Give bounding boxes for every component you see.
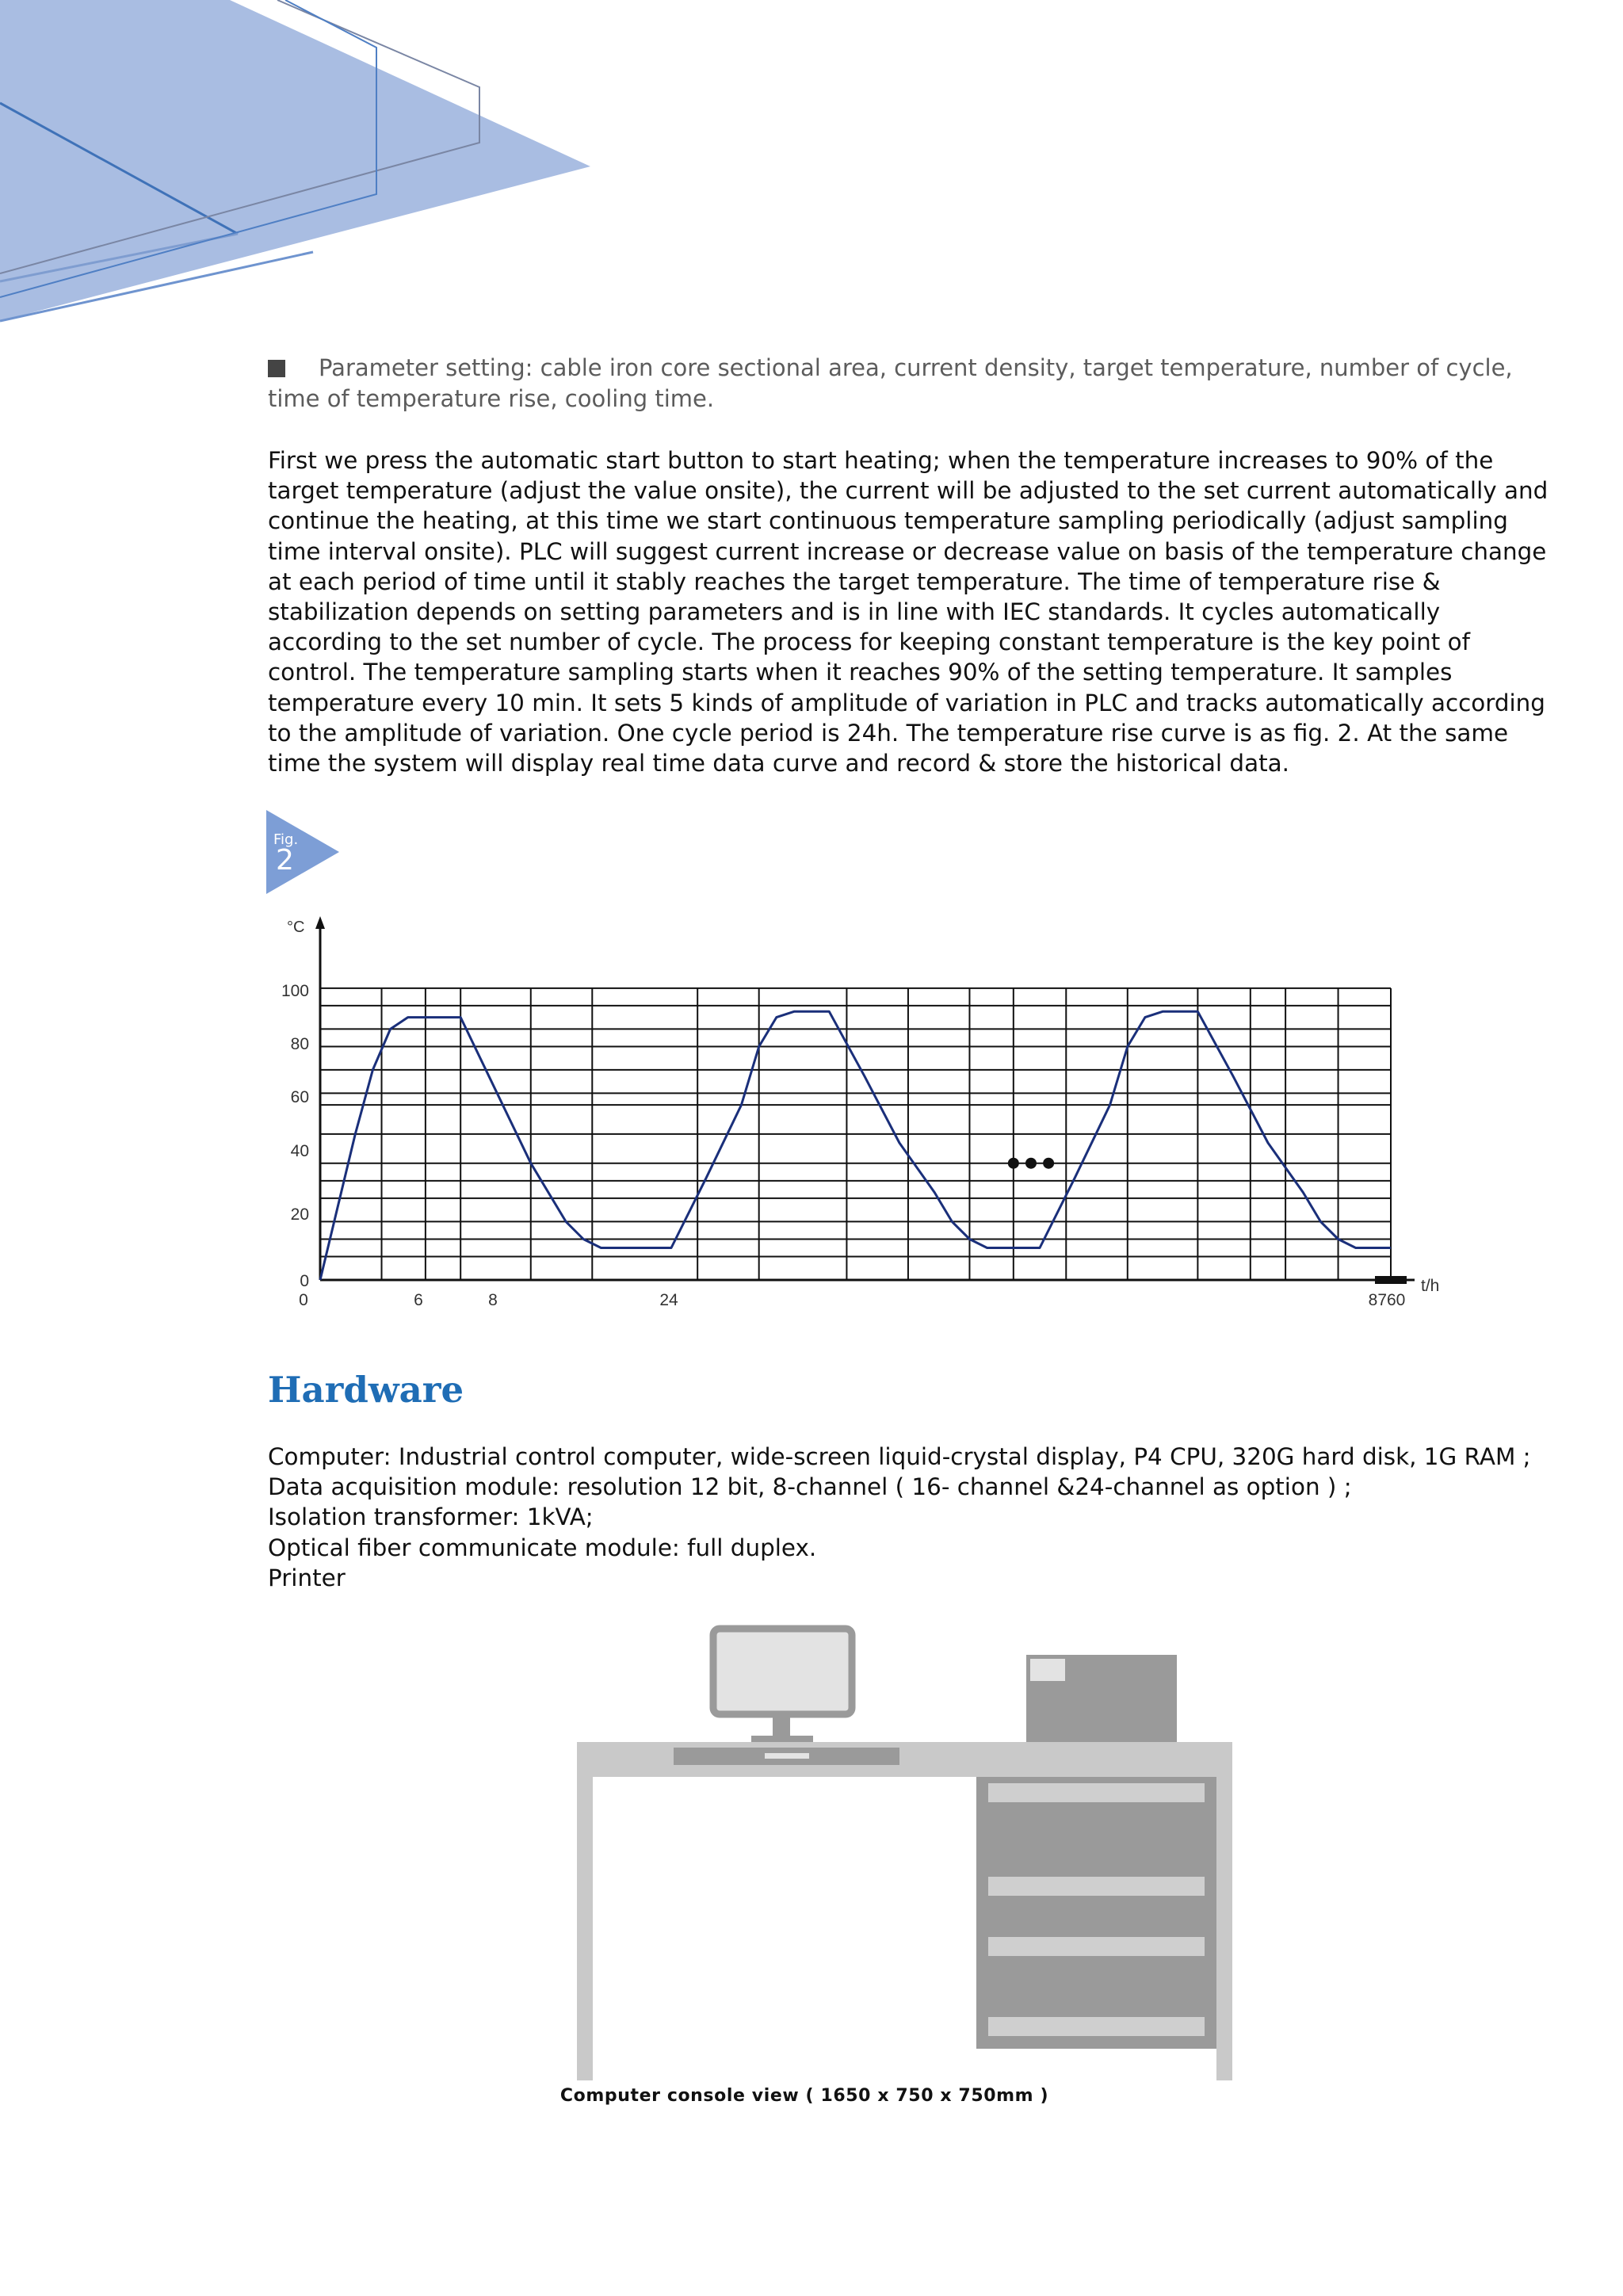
monitor-icon xyxy=(713,1629,852,1714)
parameter-setting-paragraph xyxy=(268,353,1544,415)
fig-number: 2 xyxy=(276,844,294,877)
process-description: First we press the automatic start button to start heating; when the temperature increases to 90% of the target temperature (adjust the value onsite), the current will be adjusted to the set current automatically and continue the heating, at this time we start continuous temperature sampling periodically (adjust sampling time interval onsite). PLC will suggest current increase or decrease value on basis of the temperature change at each period of time until it stably reaches the target temperature. The time of temperature rise & stabilization depends on setting parameters and is in line with IEC standards. It cycles automatically according to the set number of cycle. The process for keeping constant temperature is the key point of control. The temperature sampling starts when it reaches 90% of the setting temperature. It samples temperature every 10 min. It sets 5 kinds of amplitude of variation in PLC and tracks automatically according to the amplitude of variation. One cycle period is 24h. The temperature rise curve is as fig. 2. At the same time the system will display real time data curve and record & store the historical data. xyxy=(268,447,1549,777)
chart-grid xyxy=(320,988,1391,1280)
x-tick-label: 8 xyxy=(488,1291,498,1309)
marker-dot-0 xyxy=(1008,1158,1019,1169)
hardware-item-fiber: Optical fiber communicate module: full duplex. xyxy=(268,1534,817,1561)
hardware-item-printer: Printer xyxy=(268,1564,346,1591)
y-tick-label: 100 xyxy=(281,982,309,1000)
y-axis-arrow-icon xyxy=(315,916,325,929)
y-tick-label: 60 xyxy=(290,1088,309,1106)
console-caption-text: Computer console view ( 1650 x 750 x 750mm ) xyxy=(559,2086,1049,2106)
console-caption xyxy=(0,2086,1623,2106)
corner-decoration xyxy=(0,0,602,333)
y-tick-label: 80 xyxy=(290,1035,309,1053)
x-axis-end-mark xyxy=(1375,1276,1407,1284)
x-tick-label: 8760 xyxy=(1368,1291,1406,1309)
hardware-list xyxy=(268,1442,1550,1593)
x-axis-unit: t/h xyxy=(1421,1277,1440,1295)
drawer-cabinet xyxy=(976,1777,1216,2049)
hardware-heading: Hardware xyxy=(268,1369,464,1411)
bullet-square-icon xyxy=(268,360,285,377)
chart-markers xyxy=(1008,1158,1054,1169)
chart-labels xyxy=(281,919,1439,1309)
hardware-item-transformer: Isolation transformer: 1kVA; xyxy=(268,1503,594,1531)
temperature-rise-chart xyxy=(269,904,1442,1316)
y-tick-label: 20 xyxy=(290,1205,309,1224)
parameter-setting-text: Parameter setting: cable iron core sectional area, current density, target temperature, number of cycle, time of temperature rise, cooling time. xyxy=(268,354,1513,412)
computer-console-illustration xyxy=(571,1617,1236,2084)
marker-dot-1 xyxy=(1025,1158,1037,1169)
hardware-item-computer: Computer: Industrial control computer, wide-screen liquid-crystal display, P4 CPU, 320G hard disk, 1G RAM ; xyxy=(268,1443,1531,1470)
y-tick-label: 0 xyxy=(300,1272,309,1290)
y-axis-unit: °C xyxy=(287,919,305,936)
fig-label: Fig. xyxy=(273,831,299,848)
marker-dot-2 xyxy=(1043,1158,1054,1169)
hardware-item-daq: Data acquisition module: resolution 12 bit, 8-channel ( 16- channel &24-channel as option ) ; xyxy=(268,1473,1352,1501)
y-tick-label: 40 xyxy=(290,1142,309,1160)
x-tick-label: 6 xyxy=(414,1291,423,1309)
x-tick-label: 24 xyxy=(659,1291,678,1309)
x-tick-label: 0 xyxy=(299,1291,308,1309)
